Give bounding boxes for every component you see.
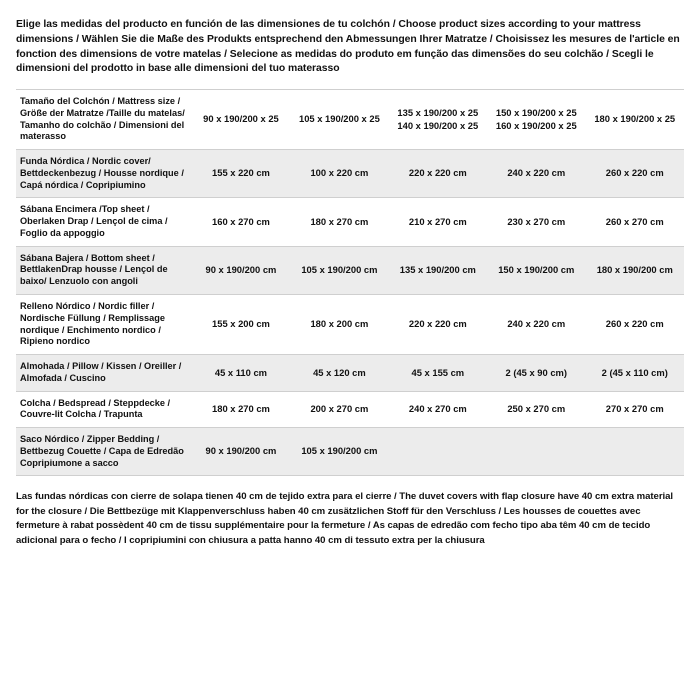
row-cell: 2 (45 x 110 cm) — [585, 355, 684, 392]
header-col-3-line-1: 135 x 190/200 x 25 — [397, 106, 479, 118]
row-cell: 240 x 220 cm — [487, 150, 585, 198]
row-cell: 2 (45 x 90 cm) — [487, 355, 585, 392]
header-col-2 — [290, 90, 388, 150]
row-cell — [585, 428, 684, 476]
row-label: Funda Nórdica / Nordic cover/ Bettdeckenbezug / Housse nordique / Capá nórdica / Copripiumino — [16, 150, 192, 198]
row-cell: 260 x 220 cm — [585, 150, 684, 198]
row-cell: 180 x 200 cm — [290, 295, 388, 355]
row-cell: 155 x 200 cm — [192, 295, 290, 355]
size-guide-table — [16, 89, 684, 476]
table-row — [16, 198, 684, 246]
intro-paragraph: Elige las medidas del producto en función de las dimensiones de tu colchón / Choose product sizes according to your mattress dimensions / Wählen Sie die Maße des Produkts entsprechend den Abmessungen Ihrer Matratze / Choisissez les mesures de l'article en fonction des dimensions de votre matelas / Selecione as medidas do produto em função das dimensões do seu colchão / Scegli le dimensioni del prodotto in base alle dimensioni del tuo materasso — [16, 19, 680, 75]
header-label-cell: Tamaño del Colchón / Mattress size / Größe der Matratze /Taille du matelas/ Tamanho do colchão / Dimensioni del materasso — [16, 90, 192, 150]
row-cell: 210 x 270 cm — [389, 198, 487, 246]
row-cell: 180 x 270 cm — [192, 391, 290, 428]
table-row — [16, 355, 684, 392]
table-row — [16, 428, 684, 476]
row-cell: 45 x 110 cm — [192, 355, 290, 392]
table-row — [16, 391, 684, 428]
row-label: Sábana Bajera / Bottom sheet / BettlakenDrap housse / Lençol de baixo/ Lenzuolo con angoli — [16, 246, 192, 294]
row-cell: 200 x 270 cm — [290, 391, 388, 428]
row-cell: 45 x 120 cm — [290, 355, 388, 392]
table-body — [16, 90, 684, 476]
row-cell: 105 x 190/200 cm — [290, 428, 388, 476]
table-row — [16, 246, 684, 294]
row-cell: 160 x 270 cm — [192, 198, 290, 246]
header-col-3-line-2: 140 x 190/200 x 25 — [397, 119, 479, 131]
header-col-2-line-1: 105 x 190/200 x 25 — [298, 113, 380, 125]
row-cell: 220 x 220 cm — [389, 295, 487, 355]
row-cell: 45 x 155 cm — [389, 355, 487, 392]
row-cell: 90 x 190/200 cm — [192, 246, 290, 294]
table-row — [16, 295, 684, 355]
header-col-3 — [389, 90, 487, 150]
row-cell: 230 x 270 cm — [487, 198, 585, 246]
row-cell: 180 x 270 cm — [290, 198, 388, 246]
row-cell: 135 x 190/200 cm — [389, 246, 487, 294]
row-cell: 220 x 220 cm — [389, 150, 487, 198]
row-cell: 250 x 270 cm — [487, 391, 585, 428]
row-cell: 240 x 270 cm — [389, 391, 487, 428]
table-row — [16, 150, 684, 198]
header-col-4-line-2: 160 x 190/200 x 25 — [495, 119, 577, 131]
row-cell — [389, 428, 487, 476]
row-cell: 270 x 270 cm — [585, 391, 684, 428]
row-label: Almohada / Pillow / Kissen / Oreiller / Almofada / Cuscino — [16, 355, 192, 392]
header-col-5-line-1: 180 x 190/200 x 25 — [594, 113, 676, 125]
row-cell: 260 x 270 cm — [585, 198, 684, 246]
row-label: Colcha / Bedspread / Steppdecke / Couvre-lit Colcha / Trapunta — [16, 391, 192, 428]
row-cell: 155 x 220 cm — [192, 150, 290, 198]
row-cell — [487, 428, 585, 476]
row-label: Sábana Encimera /Top sheet / Oberlaken Drap / Lençol de cima / Foglio da appoggio — [16, 198, 192, 246]
table-header-row — [16, 90, 684, 150]
header-col-5 — [585, 90, 684, 150]
footer-note: Las fundas nórdicas con cierre de solapa tienen 40 cm de tejido extra para el cierre / The duvet covers with flap closure have 40 cm extra material for the closure / Die Bettbezüge mit Klappenverschluss haben 40 cm zusätzlichen Stoff für den Verschluss / Les housses de couettes avec fermeture à rabat possèdent 40 cm de tissu supplémentaire pour la fermeture / As capas de edredão com fecho tipo aba têm 40 cm de tecido adicional para o fecho / I copripiumini con chiusura a patta hanno 40 cm di tessuto extra per la chiusura — [16, 491, 674, 546]
header-col-4 — [487, 90, 585, 150]
row-cell: 150 x 190/200 cm — [487, 246, 585, 294]
row-cell: 105 x 190/200 cm — [290, 246, 388, 294]
row-cell: 100 x 220 cm — [290, 150, 388, 198]
row-label: Saco Nórdico / Zipper Bedding / Bettbezug Couette / Capa de Edredão Copripiumone a sacco — [16, 428, 192, 476]
row-label: Relleno Nórdico / Nordic filler / Nordische Füllung / Remplissage nordique / Enchimento nordico / Ripieno nordico — [16, 295, 192, 355]
row-cell: 180 x 190/200 cm — [585, 246, 684, 294]
header-col-1 — [192, 90, 290, 150]
header-col-4-line-1: 150 x 190/200 x 25 — [495, 106, 577, 118]
row-cell: 90 x 190/200 cm — [192, 428, 290, 476]
header-col-1-line-1: 90 x 190/200 x 25 — [203, 113, 279, 125]
row-cell: 240 x 220 cm — [487, 295, 585, 355]
row-cell: 260 x 220 cm — [585, 295, 684, 355]
